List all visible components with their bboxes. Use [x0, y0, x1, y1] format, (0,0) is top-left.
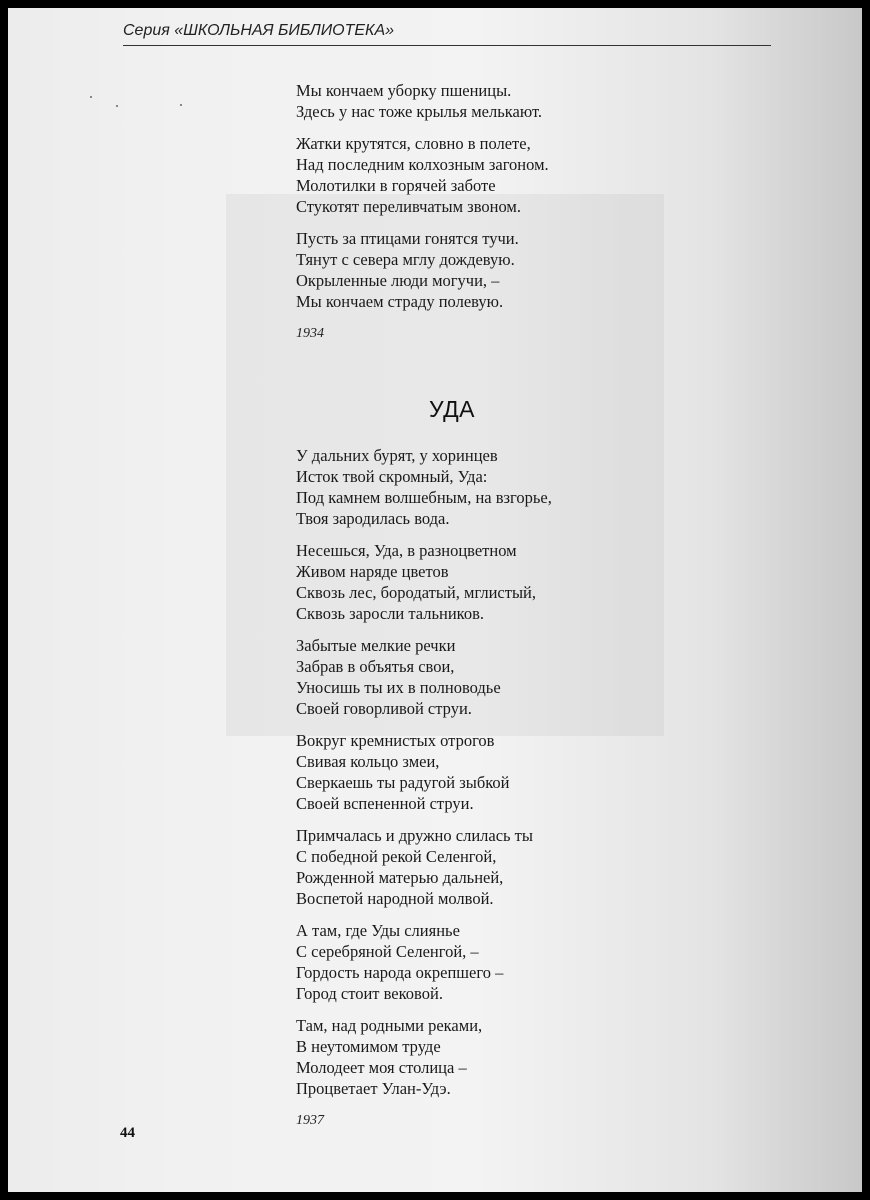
verse-line: Гордость народа окрепшего – — [296, 963, 504, 982]
verse-line: Молодеет моя столица – — [296, 1058, 467, 1077]
verse-line: У дальних бурят, у хоринцев — [296, 446, 498, 465]
verse-line: Уносишь ты их в полноводье — [296, 678, 501, 697]
verse-line: А там, где Уды слиянье — [296, 921, 460, 940]
book-page — [8, 8, 862, 1192]
verse-line: Сквозь заросли тальников. — [296, 604, 485, 623]
poem-year: 1937 — [296, 1113, 324, 1128]
verse-line: Жатки крутятся, словно в полете, — [296, 134, 531, 153]
verse-line: Здесь у нас тоже крылья мелькают. — [296, 102, 543, 121]
verse-line: Мы кончаем уборку пшеницы. — [296, 81, 512, 100]
verse-line: Окрыленные люди могучи, – — [296, 271, 500, 290]
verse-line: Город стоит вековой. — [296, 984, 443, 1003]
verse-line: Стукотят переливчатым звоном. — [296, 197, 521, 216]
stanza — [296, 825, 552, 909]
verse-line: С серебряной Селенгой, – — [296, 942, 479, 961]
verse-line: Мы кончаем страду полевую. — [296, 292, 504, 311]
verse-line: Рожденной матерью дальней, — [296, 868, 504, 887]
stanza — [296, 228, 549, 312]
verse-line: Там, над родными реками, — [296, 1016, 483, 1035]
verse-line: Несешься, Уда, в разноцветном — [296, 541, 517, 560]
verse-line: Вокруг кремнистых отрогов — [296, 731, 495, 750]
poem-year: 1934 — [296, 326, 324, 341]
stanza — [296, 920, 552, 1004]
verse-line: Забытые мелкие речки — [296, 636, 456, 655]
verse-line: Забрав в объятья свои, — [296, 657, 455, 676]
verse-line: Своей говорливой струи. — [296, 699, 472, 718]
poem-title: УДА — [429, 396, 475, 422]
verse-line: Над последним колхозным загоном. — [296, 155, 549, 174]
verse-line: Молотилки в горячей заботе — [296, 176, 496, 195]
verse-line: Своей вспененной струи. — [296, 794, 474, 813]
page-number: 44 — [120, 1125, 135, 1141]
verse-line: Процветает Улан-Удэ. — [296, 1079, 451, 1098]
series-header: Серия «ШКОЛЬНАЯ БИБЛИОТЕКА» — [123, 22, 395, 39]
stanza — [296, 730, 552, 814]
poem-harvest — [296, 80, 549, 344]
verse-line: Сквозь лес, бородатый, мглистый, — [296, 583, 537, 602]
stanza — [296, 80, 549, 122]
verse-line: В неутомимом труде — [296, 1037, 441, 1056]
stanza — [296, 540, 552, 624]
header-rule — [123, 45, 771, 46]
verse-line: Сверкаешь ты радугой зыбкой — [296, 773, 510, 792]
verse-line: Живом наряде цветов — [296, 562, 449, 581]
verse-line: С победной рекой Селенгой, — [296, 847, 497, 866]
verse-line: Под камнем волшебным, на взгорье, — [296, 488, 552, 507]
stanza — [296, 445, 552, 529]
verse-line: Пусть за птицами гонятся тучи. — [296, 229, 519, 248]
stanza — [296, 133, 549, 217]
verse-line: Свивая кольцо змеи, — [296, 752, 440, 771]
stanza — [296, 635, 552, 719]
verse-line: Твоя зародилась вода. — [296, 509, 450, 528]
poem-uda — [296, 445, 552, 1131]
verse-line: Примчалась и дружно слилась ты — [296, 826, 533, 845]
verse-line: Исток твой скромный, Уда: — [296, 467, 488, 486]
verse-line: Тянут с севера мглу дождевую. — [296, 250, 515, 269]
verse-line: Воспетой народной молвой. — [296, 889, 494, 908]
stanza — [296, 1015, 552, 1099]
